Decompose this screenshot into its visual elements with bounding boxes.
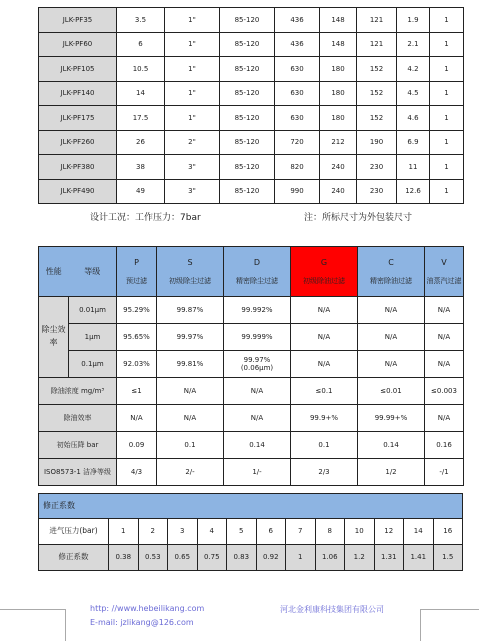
crop-mark [65,609,66,641]
grade-C: C 精密除油过滤 [358,247,425,297]
spec-cell: 3" [165,155,220,180]
spec-cell: 152 [357,81,397,106]
spec-cell: 1 [430,155,464,180]
cell: N/A [425,405,464,432]
factor-cell: 1.5 [433,545,463,571]
spec-cell: 4.2 [397,57,430,82]
cell: N/A [291,351,358,378]
cell: 1/2 [358,459,425,486]
spec-row [39,81,464,106]
spec-cell: 1 [430,179,464,204]
grade-G: G 初级除油过滤 [291,247,358,297]
factor-cell: 0.75 [197,545,227,571]
cell: N/A [157,378,224,405]
cell: ≤0.003 [425,378,464,405]
spec-cell: 630 [275,106,320,131]
spec-cell: 85-120 [220,106,275,131]
cell: N/A [224,405,291,432]
grade-row [39,405,464,432]
spec-cell: 720 [275,130,320,155]
grade-D: D 精密除尘过滤 [224,247,291,297]
spec-cell: 3" [165,179,220,204]
specs-table [38,7,464,204]
cell: 2/- [157,459,224,486]
cell: 2/3 [291,459,358,486]
spec-cell: 1" [165,57,220,82]
row-label: ISO8573-1 洁净等级 [39,459,117,486]
cell: -/1 [425,459,464,486]
factor-cell: 0.38 [109,545,139,571]
spec-row [39,8,464,33]
spec-cell: 85-120 [220,155,275,180]
spec-row [39,32,464,57]
cell: 99.97% [157,324,224,351]
crop-mark [420,609,479,610]
spec-cell: 630 [275,57,320,82]
grade-row [39,432,464,459]
cell: N/A [425,351,464,378]
pressure-cell: 6 [256,519,286,545]
model-cell: JLK-PF380 [39,155,117,180]
spec-cell: 85-120 [220,32,275,57]
factor-cell: 0.83 [227,545,257,571]
spec-cell: 180 [320,57,357,82]
spec-cell: 1 [430,81,464,106]
cell: 1/- [224,459,291,486]
row-label: 初始压降 bar [39,432,117,459]
pressure-cell: 4 [197,519,227,545]
model-cell: JLK-PF140 [39,81,117,106]
spec-cell: 2.1 [397,32,430,57]
pressure-cell: 5 [227,519,257,545]
cell: 95.29% [117,297,157,324]
spec-row [39,106,464,131]
pressure-cell: 12 [374,519,404,545]
spec-cell: 820 [275,155,320,180]
spec-cell: 4.5 [397,81,430,106]
spec-cell: 436 [275,8,320,33]
cell: 99.999% [224,324,291,351]
cell: ≤1 [117,378,157,405]
pressure-cell: 3 [168,519,198,545]
particle-size: 1μm [69,324,117,351]
spec-cell: 3.5 [117,8,165,33]
cell: 99.97% (0.06μm) [224,351,291,378]
spec-cell: 1 [430,32,464,57]
pressure-cell: 1 [109,519,139,545]
cell: 0.16 [425,432,464,459]
grade-row [39,378,464,405]
correction-title: 修正系数 [39,494,463,519]
spec-cell: 85-120 [220,179,275,204]
spec-row [39,155,464,180]
factor-cell: 1.41 [404,545,434,571]
size-note: 注：所标尺寸为外包装尺寸 [304,213,413,223]
spec-cell: 630 [275,81,320,106]
spec-cell: 6 [117,32,165,57]
row-label: 除油效率 [39,405,117,432]
cell: 0.1 [291,432,358,459]
spec-cell: 2" [165,130,220,155]
spec-cell: 230 [357,179,397,204]
factor-cell: 0.65 [168,545,198,571]
factor-cell: 0.92 [256,545,286,571]
pressure-cell: 7 [286,519,316,545]
cell: 95.65% [117,324,157,351]
factor-cell: 1.2 [345,545,375,571]
spec-cell: 38 [117,155,165,180]
factor-cell: 1 [286,545,316,571]
cell: N/A [425,297,464,324]
row-label: 除油浓度 mg/m³ [39,378,117,405]
cell: N/A [117,405,157,432]
cell: 0.09 [117,432,157,459]
cell: 99.81% [157,351,224,378]
pressure-cell: 10 [345,519,375,545]
particle-size: 0.01μm [69,297,117,324]
cell: 4/3 [117,459,157,486]
spec-cell: 121 [357,8,397,33]
crop-mark [0,609,65,610]
spec-cell: 152 [357,106,397,131]
cell: N/A [358,351,425,378]
cell: N/A [425,324,464,351]
spec-cell: 85-120 [220,130,275,155]
cell: ≤0.01 [358,378,425,405]
spec-cell: 121 [357,32,397,57]
factor-label: 修正系数 [39,545,109,571]
grade-V: V 油蒸汽过滤 [425,247,464,297]
spec-cell: 180 [320,106,357,131]
factor-cell: 0.53 [138,545,168,571]
spec-cell: 148 [320,32,357,57]
spec-cell: 1 [430,8,464,33]
correction-table [38,493,463,571]
spec-cell: 240 [320,155,357,180]
grade-row [39,459,464,486]
cell: ≤0.1 [291,378,358,405]
spec-cell: 85-120 [220,81,275,106]
grade-P: P 预过滤 [117,247,157,297]
spec-cell: 1 [430,130,464,155]
spec-cell: 1 [430,57,464,82]
dust-efficiency-label: 除尘效率 [39,297,69,378]
cell: 0.1 [157,432,224,459]
cell: N/A [291,324,358,351]
design-condition-note: 设计工况：工作压力：7bar [90,213,201,223]
spec-cell: 240 [320,179,357,204]
factor-cell: 1.06 [315,545,345,571]
header-grade: 等级 [69,247,117,297]
cell: 99.99+% [358,405,425,432]
cell: 99.87% [157,297,224,324]
pressure-cell: 8 [315,519,345,545]
spec-cell: 1 [430,106,464,131]
pressure-cell: 16 [433,519,463,545]
pressure-label: 进气压力(bar) [39,519,109,545]
spec-cell: 6.9 [397,130,430,155]
pressure-cell: 14 [404,519,434,545]
spec-cell: 148 [320,8,357,33]
spec-cell: 1" [165,81,220,106]
spec-cell: 85-120 [220,57,275,82]
cell: 0.14 [224,432,291,459]
spec-row [39,179,464,204]
grade-S: S 初级除尘过滤 [157,247,224,297]
model-cell: JLK-PF175 [39,106,117,131]
cell: N/A [291,297,358,324]
spec-cell: 990 [275,179,320,204]
cell: N/A [157,405,224,432]
spec-cell: 17.5 [117,106,165,131]
cell: N/A [224,378,291,405]
spec-cell: 436 [275,32,320,57]
email-link[interactable]: E-mail: jzlikang@126.com [90,618,194,627]
cell: 92.03% [117,351,157,378]
spec-cell: 152 [357,57,397,82]
cell: N/A [358,324,425,351]
model-cell: JLK-PF35 [39,8,117,33]
model-cell: JLK-PF105 [39,57,117,82]
spec-cell: 4.6 [397,106,430,131]
model-cell: JLK-PF60 [39,32,117,57]
spec-cell: 1" [165,106,220,131]
spec-cell: 26 [117,130,165,155]
spec-cell: 190 [357,130,397,155]
factor-cell: 1.31 [374,545,404,571]
spec-cell: 49 [117,179,165,204]
cell: 99.9+% [291,405,358,432]
cell: 99.992% [224,297,291,324]
spec-cell: 230 [357,155,397,180]
crop-mark [420,609,421,641]
spec-cell: 1.9 [397,8,430,33]
spec-cell: 85-120 [220,8,275,33]
spec-cell: 1" [165,32,220,57]
spec-row [39,130,464,155]
spec-cell: 11 [397,155,430,180]
model-cell: JLK-PF490 [39,179,117,204]
cell: 0.14 [358,432,425,459]
spec-cell: 180 [320,81,357,106]
model-cell: JLK-PF260 [39,130,117,155]
spec-cell: 12.6 [397,179,430,204]
particle-size: 0.1μm [69,351,117,378]
spec-cell: 14 [117,81,165,106]
cell: N/A [358,297,425,324]
spec-cell: 1" [165,8,220,33]
header-performance: 性能 [39,247,69,297]
spec-cell: 10.5 [117,57,165,82]
company-name: 河北金利康科技集团有限公司 [280,605,384,614]
spec-cell: 212 [320,130,357,155]
spec-row [39,57,464,82]
website-link[interactable]: http: //www.hebeilikang.com [90,604,205,613]
filter-grade-table [38,246,464,486]
pressure-cell: 2 [138,519,168,545]
